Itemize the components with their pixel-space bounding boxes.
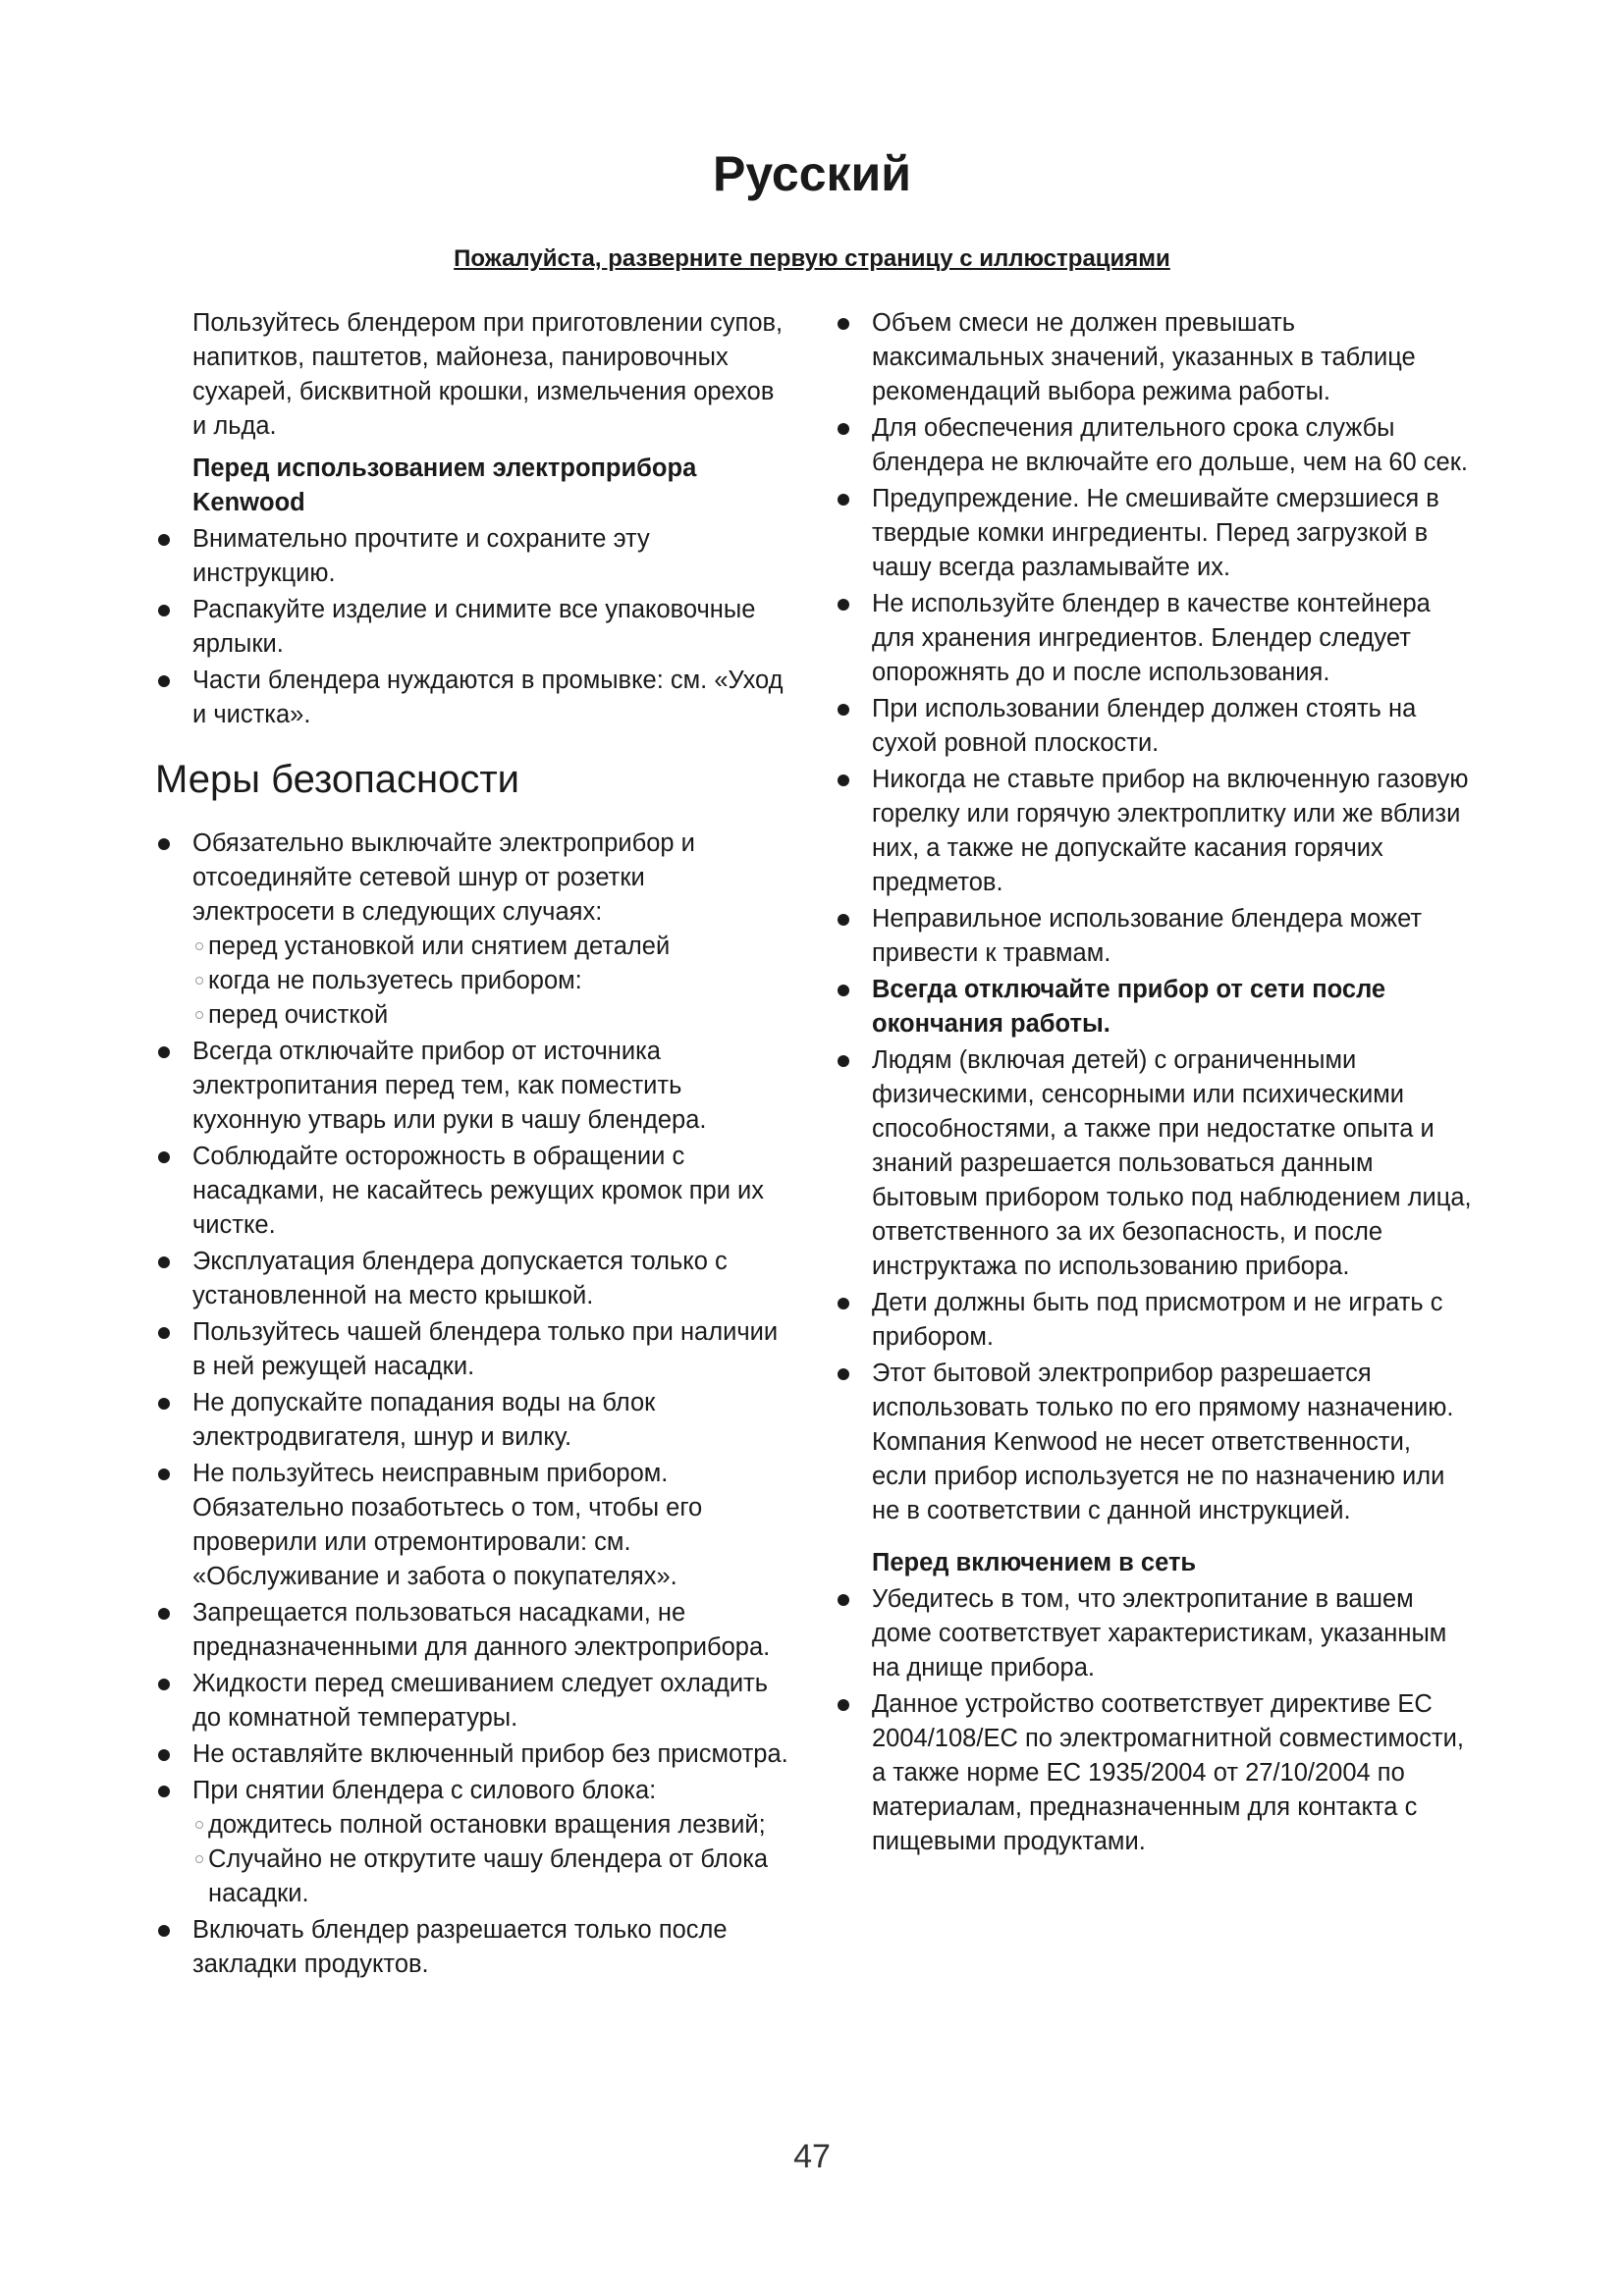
page-subtitle: Пожалуйста, разверните первую страницу с иллюстрациями [454,245,1170,272]
bullet-icon [838,1055,849,1067]
list-item: Объем смеси не должен превышать максимальных значений, указанных в таблице рекомендаций выбора режима работы. [835,306,1473,409]
list-item: Эксплуатация блендера допускается только с установленной на место крышкой. [155,1245,793,1313]
list-item: Никогда не ставьте прибор на включенную газовую горелку или горячую электроплитку или же вблизи них, а также не допускайте касания горячих предметов. [835,763,1473,900]
list-item: Всегда отключайте прибор от источника электропитания перед тем, как поместить кухонную утварь или руки в чашу блендера. [155,1035,793,1138]
safety-list-continued [835,306,1473,1528]
page-number: 47 [793,2138,831,2175]
bullet-icon [838,1699,849,1711]
bullet-icon [838,423,849,435]
bullet-icon [838,985,849,996]
bullet-icon [158,1679,170,1690]
sub-list [192,930,793,1033]
bullet-icon [838,494,849,506]
bullet-icon [158,605,170,616]
bullet-icon [158,1786,170,1797]
sub-list-item: дождитесь полной остановки вращения лезвий; [192,1808,793,1842]
list-item: Пользуйтесь чашей блендера только при наличии в ней режущей насадки. [155,1315,793,1384]
sub-list-item: перед установкой или снятием деталей [192,930,793,964]
list-item: Предупреждение. Не смешивайте смерзшиеся в твердые комки ингредиенты. Перед загрузкой в чашу всегда разламывайте их. [835,482,1473,585]
right-column [835,306,1473,1861]
bullet-icon [158,1151,170,1163]
bullet-icon [158,1468,170,1480]
bullet-icon [838,774,849,786]
bullet-icon [158,838,170,850]
bullet-icon [158,1046,170,1058]
list-item: Жидкости перед смешиванием следует охладить до комнатной температуры. [155,1667,793,1735]
before-use-heading: Перед использованием электроприбора Kenwood [192,454,697,516]
bullet-icon [838,1368,849,1380]
list-item: Не пользуйтесь неисправным прибором. Обязательно позаботьтесь о том, чтобы его проверили или отремонтировали: см. «Обслуживание и забота о покупателях». [155,1457,793,1594]
bullet-icon [838,914,849,926]
list-item: Не допускайте попадания воды на блок электродвигателя, шнур и вилку. [155,1386,793,1455]
list-item: Запрещается пользоваться насадками, не предназначенными для данного электроприбора. [155,1596,793,1665]
sub-bullet-icon [195,942,203,950]
before-plugging-list [835,1582,1473,1859]
sub-list [192,1808,793,1911]
bullet-icon [838,1594,849,1606]
left-column [155,306,793,1984]
list-item: Убедитесь в том, что электропитание в вашем доме соответствует характеристикам, указанным на днище прибора. [835,1582,1473,1685]
list-item: Включать блендер разрешается только после закладки продуктов. [155,1913,793,1982]
list-item: При использовании блендер должен стоять на сухой ровной плоскости. [835,692,1473,761]
list-item: Людям (включая детей) с ограниченными физическими, сенсорными или психическими способностями, а также при недостатке опыта и знаний разрешается пользоваться данным бытовым прибором только под наблюдением лица, ответственного за их безопасность, и после инструктажа по использованию прибора. [835,1043,1473,1284]
intro-paragraph: Пользуйтесь блендером при приготовлении супов, напитков, паштетов, майонеза, панировочных сухарей, бисквитной крошки, измельчения орехов и льда. [192,309,784,440]
bullet-icon [158,1398,170,1410]
list-item: Распакуйте изделие и снимите все упаковочные ярлыки. [155,593,793,662]
bullet-icon [838,1298,849,1309]
list-item: Для обеспечения длительного срока службы блендера не включайте его дольше, чем на 60 сек. [835,411,1473,480]
list-item: Дети должны быть под присмотром и не играть с прибором. [835,1286,1473,1355]
before-use-list [155,522,793,732]
bullet-icon [158,1925,170,1937]
list-item: Не используйте блендер в качестве контейнера для хранения ингредиентов. Блендер следует опорожнять до и после использования. [835,587,1473,690]
page-title: Русский [712,146,912,201]
list-item: Данное устройство соответствует директиве ЕС 2004/108/ЕС по электромагнитной совместимости, а также норме ЕС 1935/2004 от 27/10/2004 по материалам, предназначенным для контакта с пищевыми продуктами. [835,1687,1473,1859]
bullet-icon [838,704,849,716]
bullet-icon [158,675,170,687]
sub-list-item: Случайно не открутите чашу блендера от блока насадки. [192,1842,793,1911]
list-item: Соблюдайте осторожность в обращении с насадками, не касайтесь режущих кромок при их чистке. [155,1140,793,1243]
bullet-icon [158,1749,170,1761]
safety-heading: Меры безопасности [155,758,519,801]
list-item: Части блендера нуждаются в промывке: см. «Уход и чистка». [155,664,793,732]
list-item: Обязательно выключайте электроприбор и отсоединяйте сетевой шнур от розетки электросети в следующих случаях: перед установкой или снятием деталей когда не пользуетесь прибором: перед очисткой [155,827,793,1033]
list-item: Этот бытовой электроприбор разрешается использовать только по его прямому назначению. Компания Kenwood не несет ответственности, если прибор используется не по назначению или не в соответствии с данной инструкцией. [835,1357,1473,1528]
list-item-bold: Всегда отключайте прибор от сети после окончания работы. [835,973,1473,1041]
sub-bullet-icon [195,977,203,985]
bullet-icon [158,1327,170,1339]
bullet-icon [158,1608,170,1620]
before-plugging-heading: Перед включением в сеть [872,1549,1197,1576]
list-item: Внимательно прочтите и сохраните эту инструкцию. [155,522,793,591]
sub-bullet-icon [195,1821,203,1829]
bullet-icon [158,1256,170,1268]
list-item: Не оставляйте включенный прибор без присмотра. [155,1737,793,1772]
sub-bullet-icon [195,1011,203,1019]
bullet-icon [838,599,849,611]
bullet-icon [158,534,170,546]
safety-list [155,827,793,1982]
sub-list-item: перед очисткой [192,998,793,1033]
sub-list-item: когда не пользуетесь прибором: [192,964,793,998]
sub-bullet-icon [195,1855,203,1863]
list-item: Неправильное использование блендера может привести к травмам. [835,902,1473,971]
bullet-icon [838,318,849,330]
list-item: При снятии блендера с силового блока: дождитесь полной остановки вращения лезвий; Случайно не открутите чашу блендера от блока насадки. [155,1774,793,1911]
